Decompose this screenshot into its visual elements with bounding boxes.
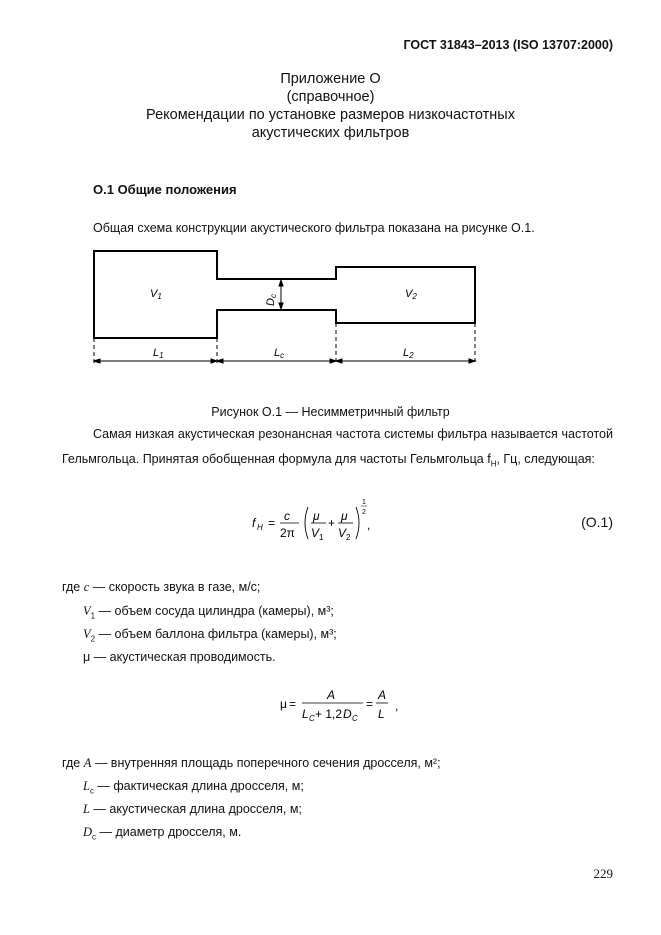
svg-text:=: = — [366, 697, 374, 711]
page-number: 229 — [593, 866, 613, 881]
svg-text:μ: μ — [313, 509, 320, 523]
svg-text:,: , — [395, 699, 399, 713]
svg-text:μ: μ — [341, 509, 348, 523]
standard-header: ГОСТ 31843–2013 (ISO 13707:2000) — [403, 38, 613, 52]
helmholtz-paragraph: Самая низкая акустическая резонансная частота системы фильтра называется частотой Гельмгольца. Принятая обобщенная формула для частоты Гельмгольца $f_H$, Гц, следующая: — [62, 427, 613, 469]
svg-text:2π: 2π — [280, 526, 295, 540]
where-c: где c — скорость звука в газе, м/с; — [62, 580, 261, 594]
svg-text:1: 1 — [319, 533, 324, 542]
dc-label: Dc — [265, 294, 278, 306]
svg-text:c: c — [284, 509, 290, 523]
svg-text:=: = — [289, 697, 297, 711]
l1-label: L1 — [153, 347, 164, 360]
equation-conductance — [275, 683, 415, 725]
lc-label: Lc — [274, 347, 285, 360]
svg-text:μ: μ — [280, 697, 287, 711]
where-mu: μ — акустическая проводимость. — [83, 650, 276, 664]
dc-dimension — [279, 280, 283, 309]
length-dimensions — [94, 359, 475, 363]
svg-text:,: , — [367, 518, 371, 532]
appendix-heading-line1: Рекомендации по установке размеров низкочастотных — [146, 107, 515, 123]
svg-text:+: + — [328, 516, 336, 530]
v1-label: V1 — [150, 288, 162, 301]
svg-text:1: 1 — [362, 499, 366, 506]
equation-number: (О.1) — [581, 514, 613, 530]
svg-text:2: 2 — [362, 509, 366, 516]
where-dc: $D_c$ — диаметр дросселя, м. — [83, 825, 242, 842]
svg-text:A: A — [378, 688, 387, 702]
svg-text:L: L — [302, 707, 309, 721]
svg-text:=: = — [268, 516, 276, 530]
l2-label: L2 — [403, 347, 414, 360]
svg-text:2: 2 — [346, 533, 351, 542]
where-lc: $L_c$ — фактическая длина дросселя, м; — [83, 779, 304, 796]
intro-text: Общая схема конструкции акустического фильтра показана на рисунке О.1. — [93, 221, 535, 235]
where-v2: $V_2$ — объем баллона фильтра (камеры), м³; — [83, 627, 337, 644]
figure-caption: Рисунок О.1 — Несимметричный фильтр — [211, 405, 450, 419]
svg-text:+ 1,2: + 1,2 — [315, 707, 343, 721]
svg-text:C: C — [309, 714, 315, 723]
filter-diagram — [0, 240, 661, 380]
appendix-heading-line2: акустических фильтров — [251, 125, 410, 141]
appendix-title: Приложение О — [280, 71, 381, 87]
appendix-subtitle: (справочное) — [286, 89, 375, 105]
section-heading: О.1 Общие положения — [93, 182, 237, 197]
where-a: где A — внутренняя площадь поперечного сечения дросселя, м²; — [62, 756, 441, 770]
svg-text:f: f — [252, 516, 256, 530]
svg-text:L: L — [378, 707, 385, 721]
v2-label: V2 — [405, 288, 417, 301]
equation-helmholtz — [240, 495, 400, 545]
svg-text:A: A — [327, 688, 336, 702]
svg-text:V: V — [311, 526, 320, 540]
svg-text:V: V — [338, 526, 347, 540]
where-v1: $V_1$ — объем сосуда цилиндра (камеры), м³; — [83, 604, 334, 621]
where-l: L — акустическая длина дросселя, м; — [83, 802, 302, 816]
svg-text:D: D — [343, 707, 352, 721]
svg-text:C: C — [352, 714, 358, 723]
svg-text:H: H — [257, 523, 263, 532]
